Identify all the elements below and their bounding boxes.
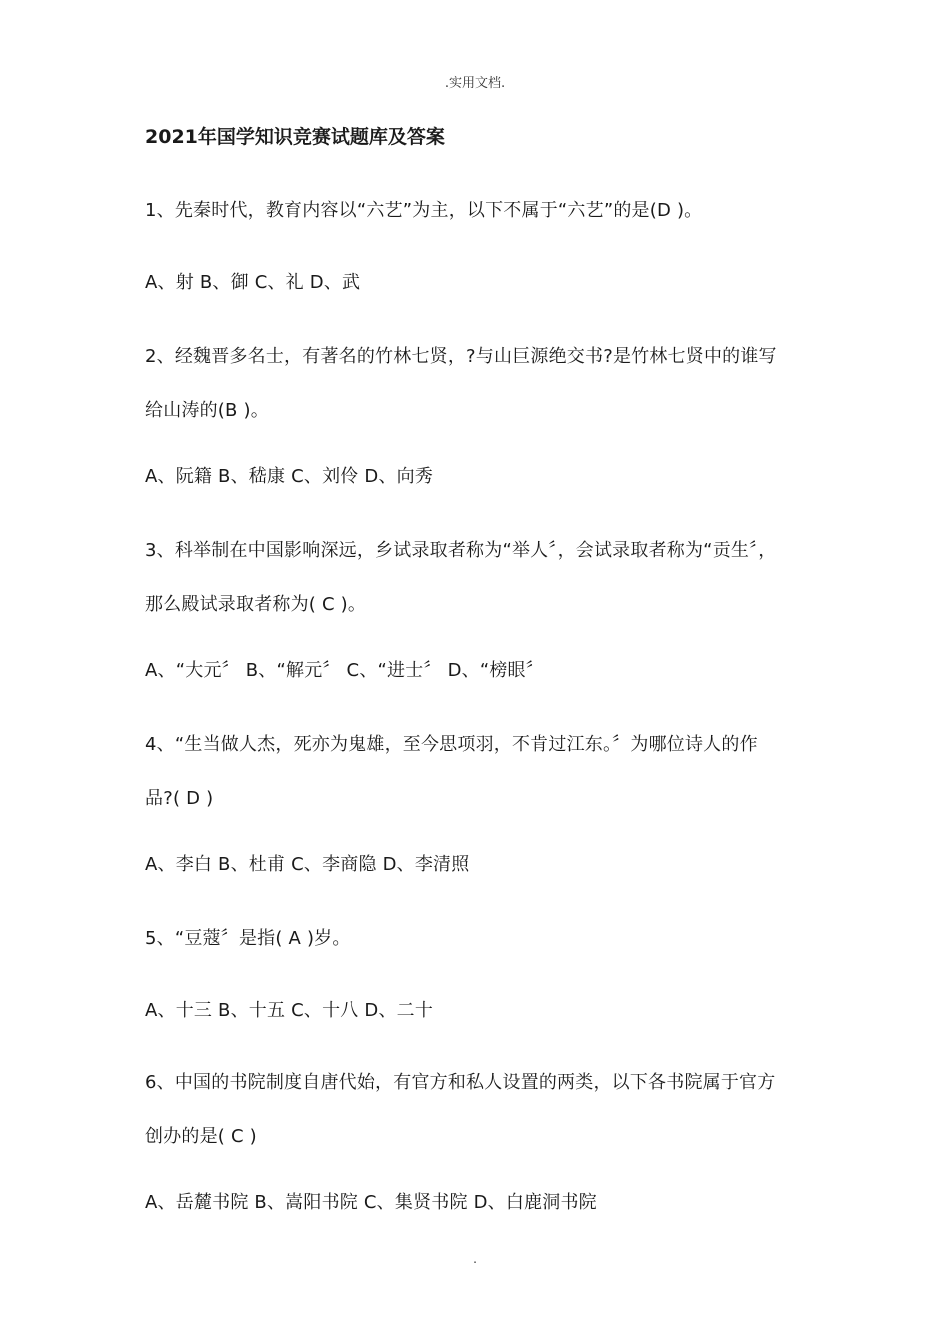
question-3-text-line2: 那么殿试录取者称为( C )。 <box>145 594 367 615</box>
question-3-options: A、“大元〞 B、“解元〞 C、“进士〞 D、“榜眼〞 <box>145 660 544 681</box>
question-4-options: A、李白 B、杜甫 C、李商隐 D、李清照 <box>145 854 470 875</box>
question-5-options: A、十三 B、十五 C、十八 D、二十 <box>145 1000 434 1021</box>
question-3-text-line1: 3、科举制在中国影响深远，乡试录取者称为“举人〞，会试录取者称为“贡生〞， <box>145 540 777 561</box>
question-4-text-line1: 4、“生当做人杰，死亦为鬼雄，至今思项羽，不肯过江东。〞为哪位诗人的作 <box>145 734 758 755</box>
page-footer: . <box>473 1252 477 1266</box>
question-2-text-line1: 2、经魏晋多名士，有著名的竹林七贤，?与山巨源绝交书?是竹林七贤中的谁写 <box>145 346 777 367</box>
question-2-text-line2: 给山涛的(B )。 <box>145 400 269 421</box>
question-2-options: A、阮籍 B、嵇康 C、刘伶 D、向秀 <box>145 466 434 487</box>
question-6-options: A、岳麓书院 B、嵩阳书院 C、集贤书院 D、白鹿洞书院 <box>145 1192 597 1213</box>
question-6-text-line2: 创办的是( C ) <box>145 1126 257 1147</box>
question-5-text: 5、“豆蔻〞是指( A )岁。 <box>145 928 351 949</box>
question-1-options: A、射 B、御 C、礼 D、武 <box>145 272 361 293</box>
question-6-text-line1: 6、中国的书院制度自唐代始，有官方和私人设置的两类，以下各书院属于官方 <box>145 1072 776 1093</box>
question-4-text-line2: 品?( D ) <box>145 788 214 809</box>
document-title: 2021年国学知识竞赛试题库及答案 <box>145 126 445 148</box>
question-1-text: 1、先秦时代，教育内容以“六艺”为主，以下不属于“六艺”的是(D )。 <box>145 200 703 221</box>
page-header: .实用文档. <box>444 76 506 91</box>
